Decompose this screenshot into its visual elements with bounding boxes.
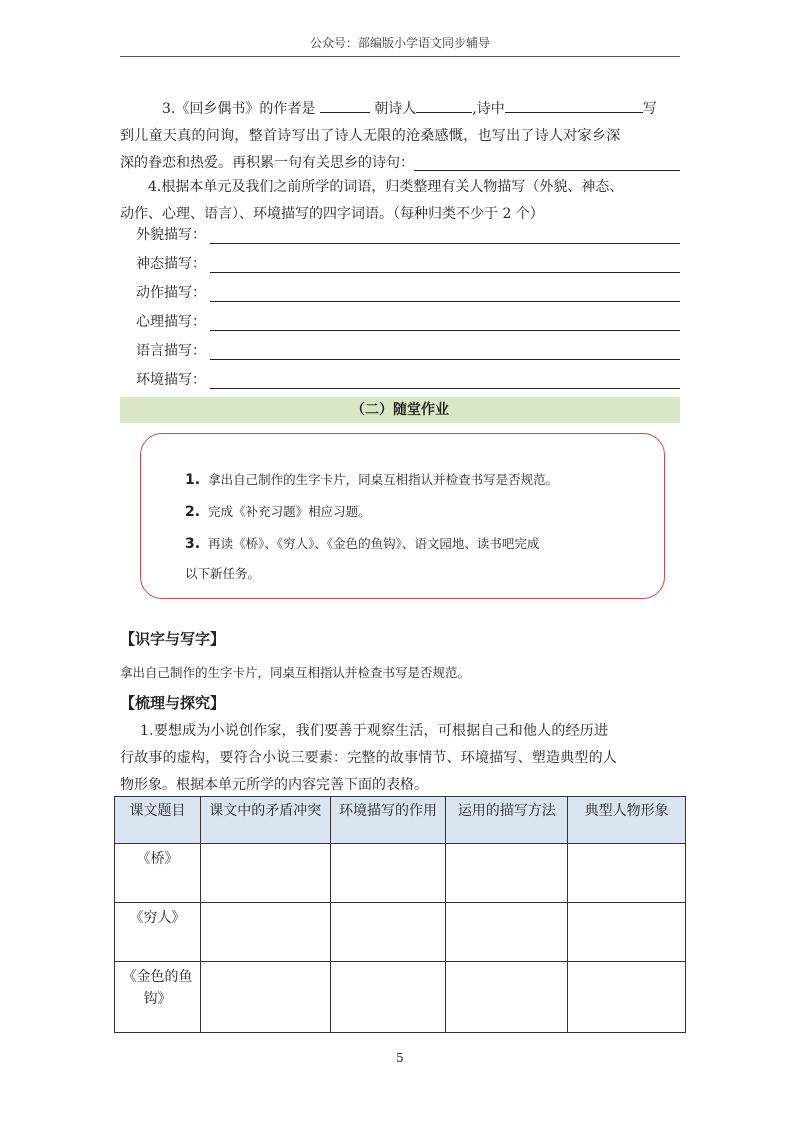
- table-row-title: 《金色的鱼钩》: [115, 962, 201, 1033]
- section-title-explore: 【梳理与探究】: [120, 694, 226, 712]
- table-cell[interactable]: [200, 844, 330, 903]
- task-text: 拿出自己制作的生字卡片，同桌互相指认并检查书写是否规范。: [208, 472, 559, 487]
- task-text: 再读《桥》、《穷人》、《金色的鱼钩》、语文园地、读书吧完成: [208, 536, 540, 551]
- desc-row-appearance: [136, 222, 680, 244]
- task-text: 完成《补充习题》相应习题。: [208, 504, 371, 519]
- table-cell[interactable]: [446, 962, 568, 1033]
- q3-text-1: 3.《回乡偶书》的作者是: [162, 101, 316, 117]
- table-cell[interactable]: [330, 903, 446, 962]
- desc-label: 动作描写：: [136, 285, 206, 301]
- task-box: [140, 433, 665, 599]
- task-item-3: [185, 534, 539, 552]
- page-number: 5: [396, 1051, 404, 1065]
- table-header-cell: 典型人物形象: [568, 797, 686, 844]
- explore-line-2: 行故事的虚构，要符合小说三要素：完整的故事情节、环境描写、塑造典型的人: [120, 750, 617, 766]
- table-cell[interactable]: [568, 962, 686, 1033]
- table-row-title: 《桥》: [115, 844, 201, 903]
- desc-row-mind: [136, 309, 680, 331]
- table-header-cell: 课文题目: [115, 797, 201, 844]
- table-header-cell: 课文中的矛盾冲突: [200, 797, 330, 844]
- task-number: 3.: [185, 536, 201, 552]
- task-item-2: [185, 502, 371, 520]
- desc-answer-line[interactable]: [210, 258, 680, 273]
- desc-answer-line[interactable]: [210, 287, 680, 302]
- desc-answer-line[interactable]: [210, 229, 680, 244]
- q3-blank-dynasty[interactable]: [416, 96, 472, 113]
- section-title-literacy: 【识字与写字】: [120, 630, 226, 648]
- table-cell[interactable]: [200, 962, 330, 1033]
- q3-blank-poem[interactable]: [414, 154, 680, 171]
- explore-line-1: 1.要想成为小说创作家，我们要善于观察生活，可根据自己和他人的经历进: [140, 723, 609, 739]
- q4-line-1: 4.根据本单元及我们之前所学的词语，归类整理有关人物描写（外貌、神态、: [148, 179, 624, 195]
- table-row: [115, 903, 686, 962]
- table-row: [115, 844, 686, 903]
- desc-label: 心理描写：: [136, 314, 206, 330]
- desc-label: 神态描写：: [136, 256, 206, 272]
- table-cell[interactable]: [568, 903, 686, 962]
- table-cell[interactable]: [446, 844, 568, 903]
- desc-row-expression: [136, 251, 680, 273]
- task-text: 以下新任务。: [185, 566, 261, 581]
- q4-line-2: 动作、心理、语言）、环境描写的四字词语。（每种归类不少于 2 个）: [120, 206, 544, 222]
- desc-answer-line[interactable]: [210, 316, 680, 331]
- table-cell[interactable]: [568, 844, 686, 903]
- question-4: [120, 174, 680, 228]
- question-3: [120, 96, 680, 177]
- q3-blank-author[interactable]: [320, 96, 370, 113]
- table-cell[interactable]: [200, 903, 330, 962]
- desc-label: 外貌描写：: [136, 227, 206, 243]
- desc-row-language: [136, 338, 680, 360]
- desc-label: 语言描写：: [136, 343, 206, 359]
- task-number: 2.: [185, 504, 201, 520]
- section-body-literacy: 拿出自己制作的生字卡片，同桌互相指认并检查书写是否规范。: [120, 665, 471, 680]
- page-header: 公众号：部编版小学语文同步辅导: [120, 34, 680, 57]
- table-row: [115, 962, 686, 1033]
- task-item-1: [185, 470, 558, 488]
- q3-text-3: ,诗中: [472, 101, 505, 117]
- task-item-3-cont: [185, 564, 260, 582]
- desc-label: 环境描写：: [136, 372, 206, 388]
- table-cell[interactable]: [330, 962, 446, 1033]
- table-cell[interactable]: [330, 844, 446, 903]
- table-header-cell: 环境描写的作用: [330, 797, 446, 844]
- table-header-cell: 运用的描写方法: [446, 797, 568, 844]
- q3-blank-verse[interactable]: [505, 96, 643, 113]
- table-header-row: [115, 797, 686, 844]
- desc-row-environment: [136, 367, 680, 389]
- section-banner: （二）随堂作业: [120, 397, 680, 423]
- desc-row-action: [136, 280, 680, 302]
- desc-answer-line[interactable]: [210, 345, 680, 360]
- table-row-title: 《穷人》: [115, 903, 201, 962]
- task-number: 1.: [185, 472, 201, 488]
- q3-line-2: 到儿童天真的问询，整首诗写出了诗人无限的沧桑感慨，也写出了诗人对家乡深: [120, 128, 621, 144]
- q3-text-4: 写: [642, 101, 657, 117]
- summary-table: [114, 796, 686, 1033]
- q3-line-3: 深的眷恋和热爱。再积累一句有关思乡的诗句：: [120, 155, 414, 171]
- explore-paragraph: [120, 718, 680, 799]
- explore-line-3: 物形象。根据本单元所学的内容完善下面的表格。: [120, 777, 428, 793]
- table-cell[interactable]: [446, 903, 568, 962]
- q3-text-2: 朝诗人: [374, 101, 417, 117]
- desc-answer-line[interactable]: [210, 374, 680, 389]
